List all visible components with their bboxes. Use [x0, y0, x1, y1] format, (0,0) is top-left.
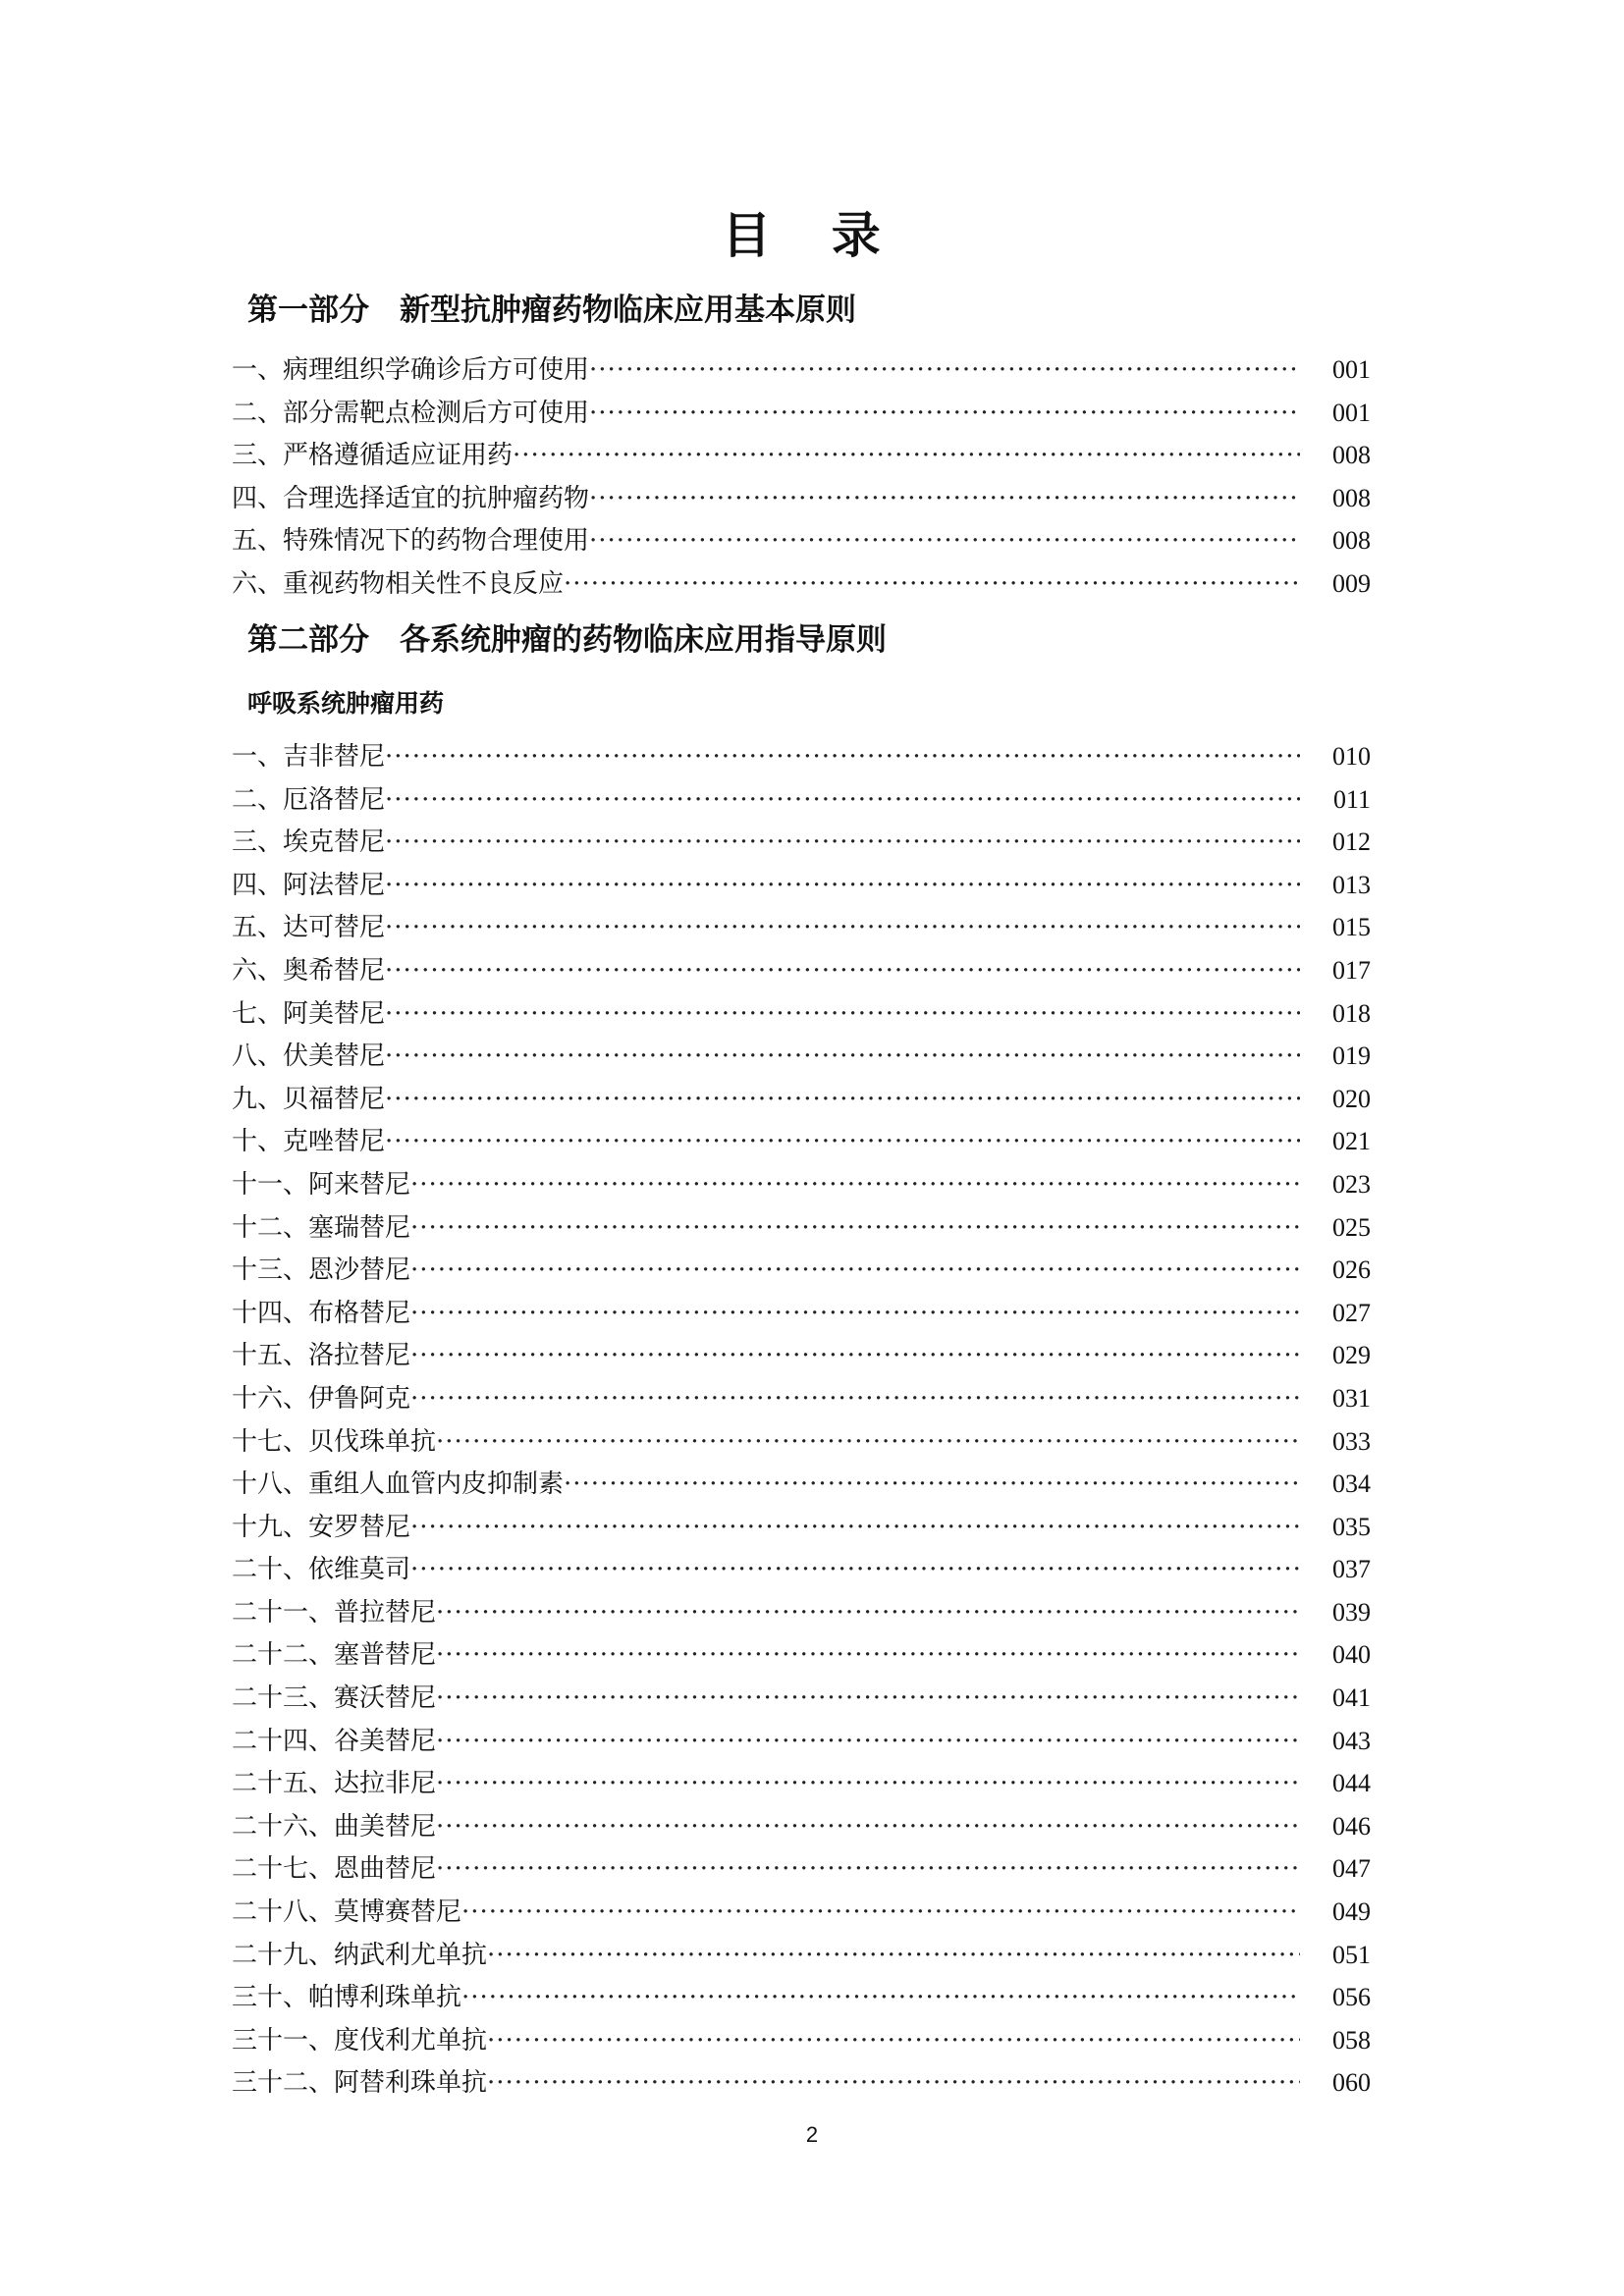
toc-entry — [232, 821, 1371, 864]
toc-entry-label: 十五、洛拉替尼 — [232, 1341, 411, 1371]
toc-entry — [232, 1677, 1371, 1720]
toc-entry-page: 020 — [1332, 1084, 1371, 1113]
toc-entry — [232, 1805, 1371, 1848]
toc-entry-page: 037 — [1332, 1555, 1371, 1584]
toc-dot-leader — [410, 1549, 1300, 1592]
toc-dot-leader — [385, 1121, 1300, 1164]
toc-entry — [232, 392, 1371, 435]
toc-entry-page: 031 — [1332, 1383, 1371, 1413]
toc-entry-page: 047 — [1332, 1854, 1371, 1884]
toc-entry-label: 二十一、普拉替尼 — [232, 1597, 437, 1628]
toc-entry-label: 三十二、阿替利珠单抗 — [232, 2068, 488, 2099]
toc-entry — [232, 1976, 1371, 2019]
part-one-heading: 第一部分 新型抗肿瘤药物临床应用基本原则 — [247, 293, 856, 328]
toc-dot-leader — [385, 950, 1300, 993]
toc-entry — [232, 2019, 1371, 2062]
toc-entry-page: 008 — [1332, 526, 1371, 556]
toc-dot-leader — [487, 2020, 1300, 2063]
toc-entry-label: 七、阿美替尼 — [232, 998, 386, 1029]
toc-entry-page: 056 — [1332, 1983, 1371, 2012]
toc-entry-page: 026 — [1332, 1255, 1371, 1285]
toc-dot-leader — [436, 1592, 1300, 1635]
toc-entry-label: 二十五、达拉非尼 — [232, 1769, 437, 1799]
toc-dot-leader — [564, 563, 1300, 607]
toc-entry — [232, 906, 1371, 949]
toc-entry-label: 十三、恩沙替尼 — [232, 1255, 411, 1286]
toc-entry — [232, 1377, 1371, 1420]
toc-entry — [232, 1506, 1371, 1549]
toc-entry-label: 一、病理组织学确诊后方可使用 — [232, 355, 590, 385]
toc-dot-leader — [436, 1634, 1300, 1678]
toc-entry-label: 八、伏美替尼 — [232, 1041, 386, 1072]
toc-entry-label: 十九、安罗替尼 — [232, 1512, 411, 1542]
toc-entry — [232, 1548, 1371, 1591]
toc-entry-label: 二十三、赛沃替尼 — [232, 1683, 437, 1714]
toc-entry-label: 二十六、曲美替尼 — [232, 1811, 437, 1842]
toc-entry-page: 018 — [1332, 998, 1371, 1028]
toc-entry-page: 040 — [1332, 1640, 1371, 1670]
toc-entry-page: 027 — [1332, 1298, 1371, 1327]
toc-dot-leader — [410, 1207, 1300, 1251]
toc-entry — [232, 1847, 1371, 1891]
toc-entry-label: 三十一、度伐利尤单抗 — [232, 2025, 488, 2056]
toc-entry — [232, 735, 1371, 778]
toc-entry-page: 009 — [1332, 568, 1371, 598]
toc-entry-label: 十六、伊鲁阿克 — [232, 1383, 411, 1414]
toc-dot-leader — [410, 1507, 1300, 1550]
toc-entry-label: 五、达可替尼 — [232, 913, 386, 943]
toc-entry-page: 034 — [1332, 1469, 1371, 1499]
toc-dot-leader — [410, 1164, 1300, 1207]
toc-dot-leader — [436, 1678, 1300, 1721]
toc-entry-page: 039 — [1332, 1597, 1371, 1627]
toc-dot-leader — [487, 2062, 1300, 2106]
toc-entry-label: 六、奥希替尼 — [232, 955, 386, 986]
toc-entry-page: 060 — [1332, 2068, 1371, 2098]
toc-entry — [232, 1720, 1371, 1763]
toc-entry-label: 十二、塞瑞替尼 — [232, 1212, 411, 1243]
toc-entry-page: 058 — [1332, 2025, 1371, 2055]
toc-dot-leader — [564, 1464, 1300, 1507]
toc-entry-label: 十、克唑替尼 — [232, 1127, 386, 1157]
toc-dot-leader — [385, 865, 1300, 908]
toc-dot-leader — [385, 993, 1300, 1037]
toc-entry — [232, 1420, 1371, 1464]
toc-dot-leader — [589, 520, 1300, 563]
toc-entry — [232, 1463, 1371, 1506]
toc-entry — [232, 2061, 1371, 2105]
toc-entry-label: 三十、帕博利珠单抗 — [232, 1983, 462, 2013]
toc-entry-page: 049 — [1332, 1897, 1371, 1927]
toc-dot-leader — [436, 1763, 1300, 1806]
toc-entry-label: 二十九、纳武利尤单抗 — [232, 1940, 488, 1970]
toc-dot-leader — [410, 1293, 1300, 1336]
toc-entry — [232, 1249, 1371, 1292]
toc-dot-leader — [461, 1892, 1300, 1935]
toc-entry-label: 二、部分需靶点检测后方可使用 — [232, 398, 590, 428]
toc-dot-leader — [589, 478, 1300, 521]
toc-dot-leader — [436, 1721, 1300, 1764]
toc-entry-label: 四、合理选择适宜的抗肿瘤药物 — [232, 483, 590, 513]
toc-dot-leader — [436, 1806, 1300, 1849]
toc-dot-leader — [385, 1079, 1300, 1122]
toc-entry-label: 四、阿法替尼 — [232, 870, 386, 900]
toc-entry — [232, 1891, 1371, 1934]
toc-entry-page: 017 — [1332, 955, 1371, 985]
toc-entry-label: 十四、布格替尼 — [232, 1298, 411, 1328]
toc-entry-page: 029 — [1332, 1341, 1371, 1370]
toc-entry-label: 二十、依维莫司 — [232, 1555, 411, 1585]
toc-entry-page: 001 — [1332, 398, 1371, 427]
toc-entry — [232, 1591, 1371, 1634]
toc-entry-page: 051 — [1332, 1940, 1371, 1969]
toc-entry — [232, 348, 1371, 392]
part-one-toc — [232, 348, 1371, 606]
toc-dot-leader — [385, 779, 1300, 823]
toc-entry — [232, 1120, 1371, 1163]
toc-dot-leader — [385, 907, 1300, 950]
toc-dot-leader — [589, 349, 1300, 393]
toc-entry-label: 六、重视药物相关性不良反应 — [232, 568, 565, 599]
toc-entry-label: 五、特殊情况下的药物合理使用 — [232, 526, 590, 557]
toc-entry — [232, 1292, 1371, 1335]
toc-entry-label: 二十七、恩曲替尼 — [232, 1854, 437, 1885]
toc-dot-leader — [436, 1848, 1300, 1892]
toc-entry — [232, 434, 1371, 477]
toc-entry-page: 008 — [1332, 483, 1371, 512]
toc-entry — [232, 1078, 1371, 1121]
toc-dot-leader — [461, 1977, 1300, 2020]
toc-entry — [232, 1633, 1371, 1677]
toc-entry — [232, 1762, 1371, 1805]
toc-entry — [232, 949, 1371, 992]
toc-entry — [232, 1334, 1371, 1377]
toc-dot-leader — [410, 1250, 1300, 1293]
toc-entry — [232, 562, 1371, 606]
toc-entry-page: 021 — [1332, 1127, 1371, 1156]
toc-dot-leader — [385, 822, 1300, 865]
toc-entry-label: 九、贝福替尼 — [232, 1084, 386, 1114]
toc-entry-page: 043 — [1332, 1726, 1371, 1755]
toc-entry-page: 015 — [1332, 913, 1371, 942]
toc-dot-leader — [513, 435, 1300, 478]
toc-entry — [232, 477, 1371, 520]
toc-entry — [232, 1934, 1371, 1977]
toc-entry — [232, 992, 1371, 1036]
toc-entry-label: 十七、贝伐珠单抗 — [232, 1426, 437, 1457]
toc-entry-label: 十一、阿来替尼 — [232, 1169, 411, 1200]
toc-entry-label: 一、吉非替尼 — [232, 742, 386, 772]
toc-entry-page: 019 — [1332, 1041, 1371, 1071]
toc-dot-leader — [487, 1935, 1300, 1978]
respiratory-section-heading: 呼吸系统肿瘤用药 — [247, 689, 445, 718]
toc-dot-leader — [410, 1378, 1300, 1421]
toc-dot-leader — [589, 393, 1300, 436]
toc-entry-page: 033 — [1332, 1426, 1371, 1456]
toc-dot-leader — [385, 1036, 1300, 1079]
toc-dot-leader — [436, 1421, 1300, 1465]
toc-entry — [232, 778, 1371, 822]
toc-entry-label: 二十四、谷美替尼 — [232, 1726, 437, 1756]
toc-entry-page: 035 — [1332, 1512, 1371, 1541]
toc-entry-label: 三、严格遵循适应证用药 — [232, 441, 514, 471]
toc-entry — [232, 1163, 1371, 1206]
part-two-heading: 第二部分 各系统肿瘤的药物临床应用指导原则 — [247, 622, 887, 658]
toc-entry-label: 二十八、莫博赛替尼 — [232, 1897, 462, 1928]
toc-entry-page: 044 — [1332, 1769, 1371, 1798]
toc-entry-page: 013 — [1332, 870, 1371, 899]
toc-entry — [232, 1035, 1371, 1078]
toc-dot-leader — [410, 1335, 1300, 1378]
toc-entry-page: 012 — [1332, 828, 1371, 857]
toc-entry-label: 二、厄洛替尼 — [232, 784, 386, 815]
toc-entry-page: 008 — [1332, 441, 1371, 470]
toc-entry-page: 011 — [1332, 784, 1371, 814]
toc-entry-page: 046 — [1332, 1811, 1371, 1841]
part-two-toc — [232, 735, 1371, 2105]
toc-entry-page: 041 — [1332, 1683, 1371, 1713]
toc-entry — [232, 1206, 1371, 1250]
toc-entry — [232, 864, 1371, 907]
toc-entry-label: 三、埃克替尼 — [232, 828, 386, 858]
page-title: 目 录 — [722, 207, 902, 264]
toc-dot-leader — [385, 736, 1300, 779]
toc-entry-label: 十八、重组人血管内皮抑制素 — [232, 1469, 565, 1500]
toc-entry-page: 001 — [1332, 355, 1371, 384]
toc-entry-page: 023 — [1332, 1169, 1371, 1199]
toc-entry-page: 010 — [1332, 742, 1371, 771]
toc-entry-page: 025 — [1332, 1212, 1371, 1242]
toc-entry — [232, 519, 1371, 562]
page-number: 2 — [805, 2122, 819, 2147]
toc-entry-label: 二十二、塞普替尼 — [232, 1640, 437, 1671]
